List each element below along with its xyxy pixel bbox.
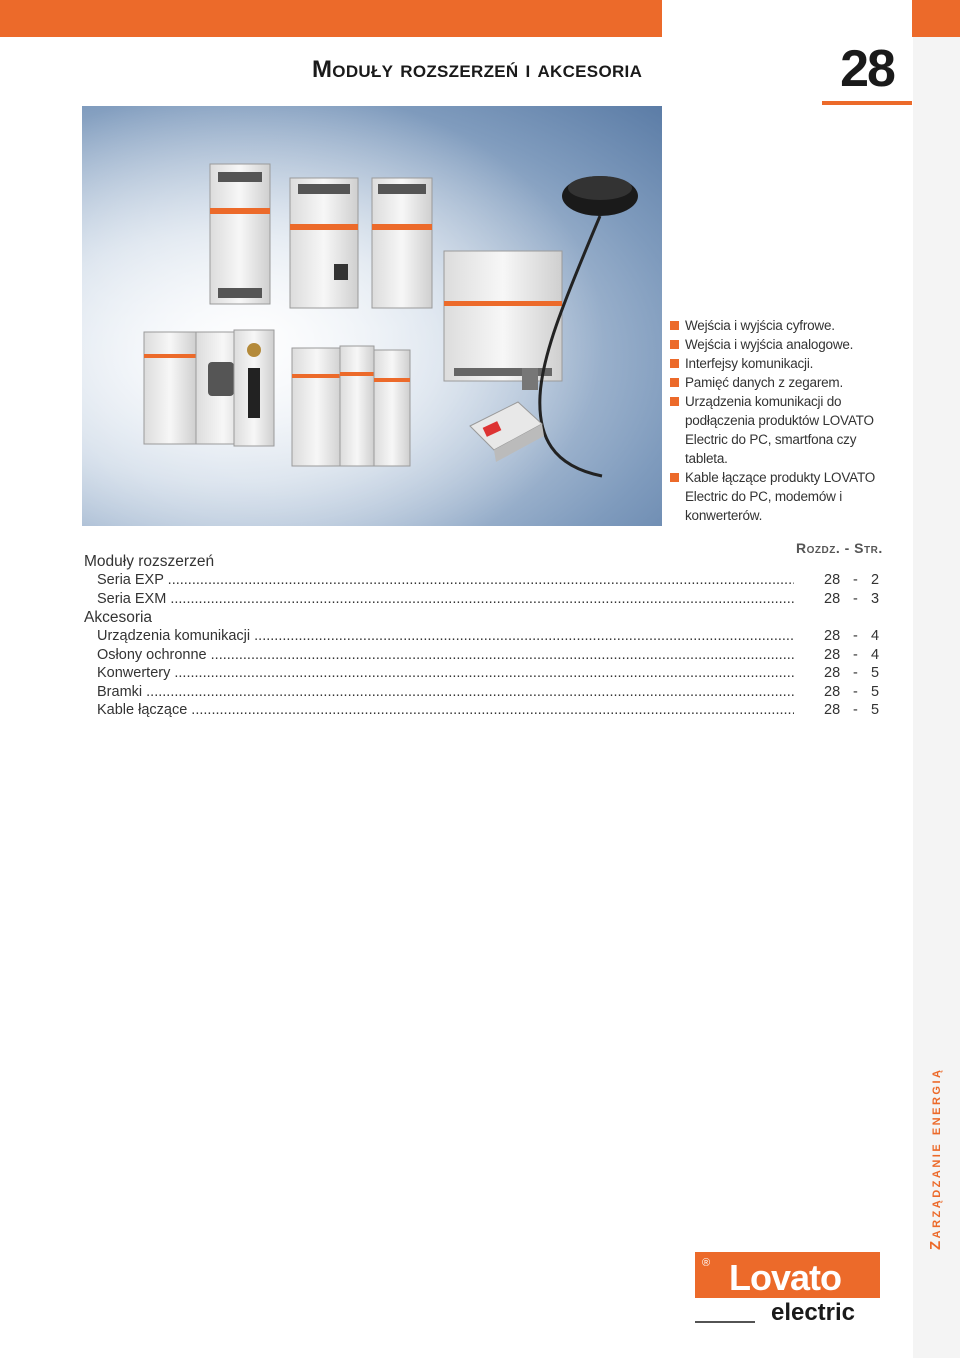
bullet-square-icon <box>670 378 679 387</box>
toc-entry[interactable] <box>84 627 884 646</box>
toc-entry[interactable] <box>84 664 884 683</box>
toc-column-header: Rozdz. - Str. <box>796 540 883 556</box>
toc-entry[interactable] <box>84 590 884 609</box>
bullet-square-icon <box>670 321 679 330</box>
toc-entry-chapter: 28 <box>824 572 841 588</box>
module-top-3 <box>372 178 432 308</box>
toc-group-title: Moduły rozszerzeń <box>84 553 215 570</box>
toc-separator: - <box>853 646 858 663</box>
toc-entry-chapter: 28 <box>824 590 841 607</box>
toc-entry-label: Kable łączące ..... <box>97 701 794 720</box>
toc-separator: - <box>853 665 858 681</box>
toc-entry-chapter: 28 <box>824 665 841 681</box>
toc-entry[interactable] <box>84 571 884 590</box>
toc-separator: - <box>853 590 858 607</box>
toc-entry-page: 5 <box>871 702 880 718</box>
module-bottom-1 <box>144 332 196 444</box>
sidebar-vertical-label: Zarządzanie energią <box>927 1067 944 1250</box>
feature-item: Interfejsy komunikacji. <box>670 354 900 373</box>
toc-entry-chapter: 28 <box>824 683 841 700</box>
logo-brand-text: Lovato <box>728 1257 842 1298</box>
feature-item: Pamięć danych z zegarem. <box>670 373 900 392</box>
module-bottom-4 <box>292 348 342 466</box>
toc-entry-page: 2 <box>871 572 880 588</box>
feature-list <box>670 316 900 525</box>
toc-entry-chapter: 28 <box>824 702 841 718</box>
toc-entry-page: 5 <box>871 683 880 700</box>
toc-entry[interactable] <box>84 683 884 702</box>
lovato-electric-logo <box>695 1252 880 1324</box>
toc-entry-chapter: 28 <box>824 628 841 644</box>
toc-entry-page: 3 <box>871 590 880 607</box>
toc-separator: - <box>853 628 858 644</box>
toc-separator: - <box>853 702 858 718</box>
toc-separator: - <box>853 683 858 700</box>
module-bottom-3 <box>234 330 274 446</box>
feature-item: Wejścia i wyjścia analogowe. <box>670 335 900 354</box>
product-photo-illustration <box>82 106 662 526</box>
toc-entry-label: Konwertery ..... <box>97 664 794 683</box>
logo-registered-mark: ® <box>702 1257 711 1269</box>
bullet-square-icon <box>670 473 679 482</box>
toc-entry-label: Seria EXP ..... <box>97 571 794 590</box>
module-bottom-6 <box>374 350 410 466</box>
toc-entry-chapter: 28 <box>824 646 841 663</box>
toc-entry-label: Seria EXM ..... <box>97 590 794 609</box>
toc-separator: - <box>853 572 858 588</box>
feature-item: Urządzenia komunikacji do podłączenia produktów LOVATO Electric do PC, smartfona czy tableta. <box>670 392 900 468</box>
feature-item: Kable łączące produkty LOVATO Electric do PC, modemów i konwerterów. <box>670 468 900 525</box>
chapter-number-box <box>822 37 912 105</box>
module-top-1 <box>210 164 270 304</box>
chapter-number: 28 <box>840 40 894 98</box>
toc-entry-page: 4 <box>871 646 880 663</box>
bullet-square-icon <box>670 340 679 349</box>
toc-entry-label: Urządzenia komunikacji ..... <box>97 627 794 646</box>
feature-item: Wejścia i wyjścia cyfrowe. <box>670 316 900 335</box>
page-title: Moduły rozszerzeń i akcesoria <box>312 56 643 83</box>
bullet-square-icon <box>670 359 679 368</box>
module-top-2 <box>290 178 358 308</box>
toc-entry-label: Bramki ..... <box>97 683 794 702</box>
toc-entry-label: Osłony ochronne ..... <box>97 646 794 665</box>
toc-group-title: Akcesoria <box>84 609 153 626</box>
table-of-contents <box>84 552 884 720</box>
toc-entry[interactable] <box>84 701 884 720</box>
top-orange-bar-right <box>912 0 960 37</box>
logo-sub-text: electric <box>770 1299 856 1324</box>
module-bottom-5 <box>340 346 374 466</box>
product-photo <box>82 106 662 526</box>
toc-entry-page: 5 <box>871 665 880 681</box>
toc-entry-page: 4 <box>871 628 880 644</box>
bullet-square-icon <box>670 397 679 406</box>
toc-entry[interactable] <box>84 646 884 665</box>
top-orange-bar <box>0 0 662 37</box>
